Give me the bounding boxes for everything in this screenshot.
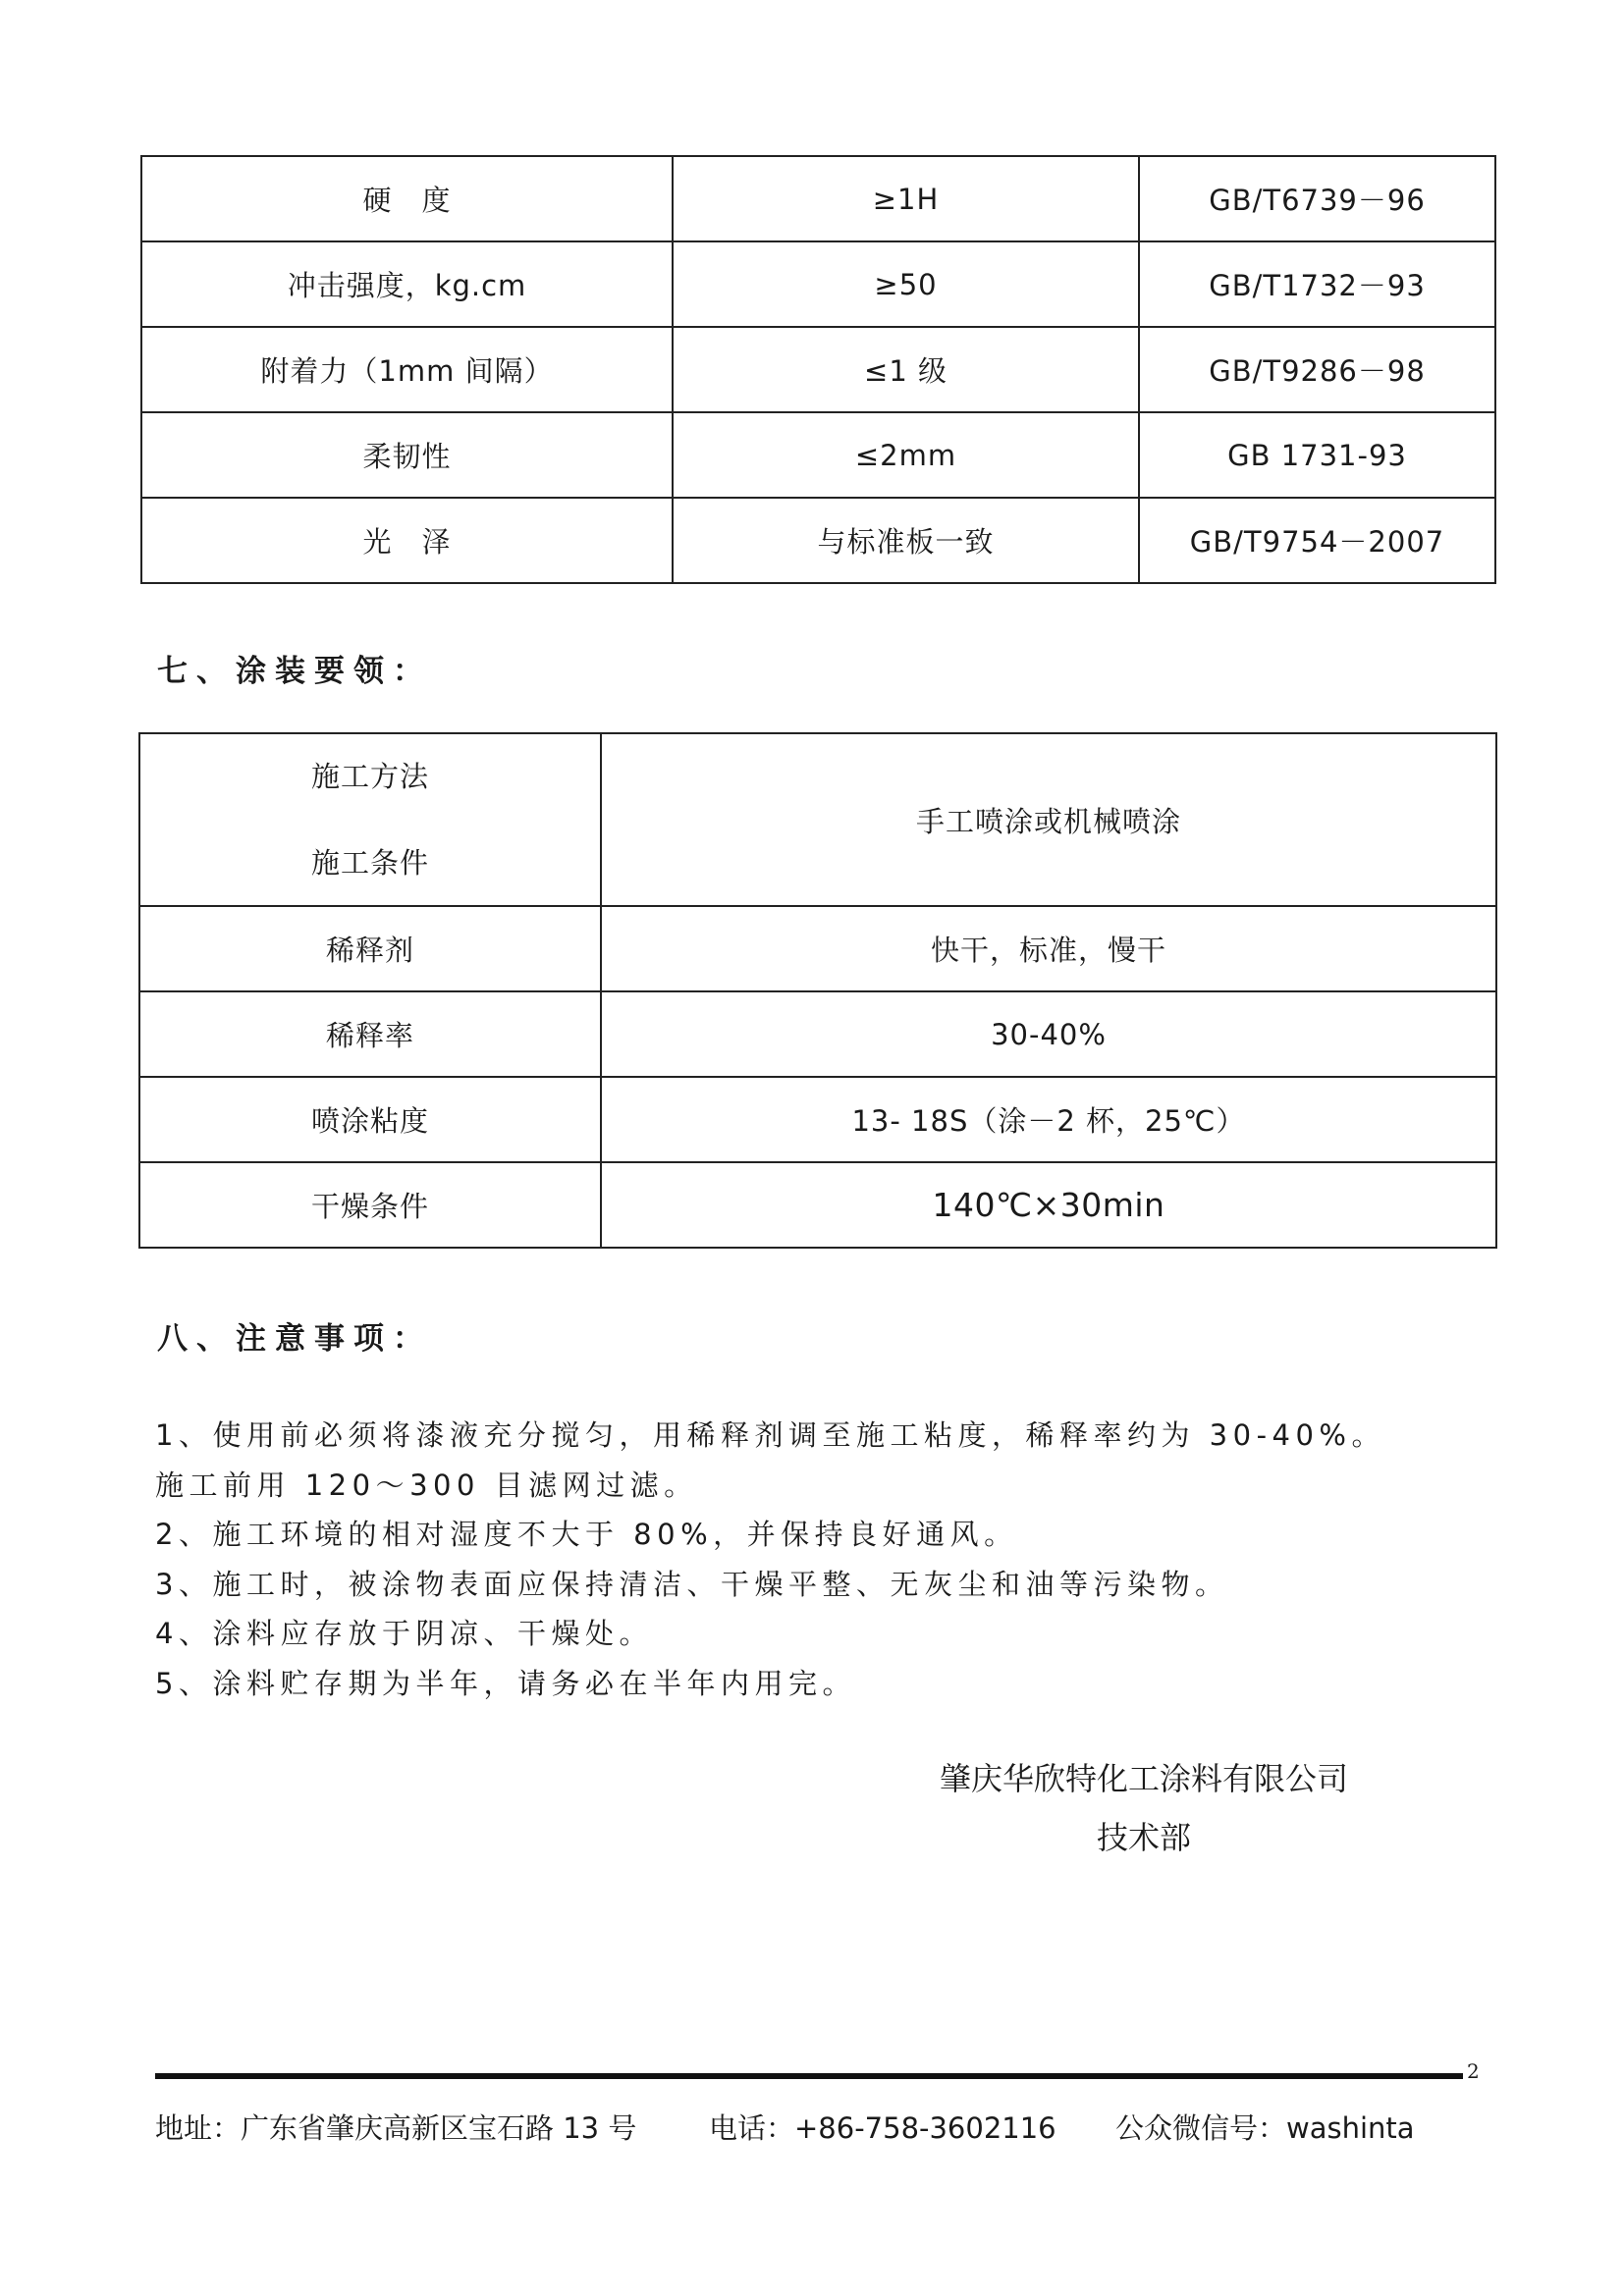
note-line: 2、施工环境的相对湿度不大于 80%，并保持良好通风。	[155, 1518, 1018, 1551]
property-value: 与标准板一致	[673, 498, 1139, 583]
note-line: 5、涂料贮存期为半年，请务必在半年内用完。	[155, 1666, 856, 1700]
table-row	[139, 1077, 1496, 1162]
application-label: 干燥条件	[139, 1162, 601, 1248]
property-standard: GB/T9286－98	[1139, 327, 1495, 412]
property-name: 硬 度	[141, 156, 673, 241]
condition-label: 施工条件	[310, 846, 429, 880]
note-line: 4、涂料应存放于阴凉、干燥处。	[155, 1617, 653, 1650]
table-row	[139, 1162, 1496, 1248]
property-name: 光 泽	[141, 498, 673, 583]
method-label: 施工方法	[310, 760, 429, 793]
page-number: 2	[1467, 2059, 1480, 2083]
table-row	[139, 991, 1496, 1077]
department-name: 技术部	[1096, 1819, 1191, 1856]
signature-block	[933, 1749, 1355, 1867]
application-value: 13- 18S（涂－2 杯，25℃）	[601, 1077, 1496, 1162]
table-row	[141, 156, 1495, 241]
note-line: 3、施工时，被涂物表面应保持清洁、干燥平整、无灰尘和油等污染物。	[155, 1567, 1229, 1601]
property-value: ≥50	[673, 241, 1139, 327]
section-8-heading: 八、注意事项：	[157, 1321, 432, 1357]
property-standard: GB/T9754－2007	[1139, 498, 1495, 583]
property-name: 冲击强度，kg.cm	[141, 241, 673, 327]
application-label: 稀释率	[139, 991, 601, 1077]
note-line: 1、使用前必须将漆液充分搅匀，用稀释剂调至施工粘度，稀释率约为 30-40%。	[155, 1418, 1385, 1452]
property-value: ≤1 级	[673, 327, 1139, 412]
footer-divider	[155, 2073, 1463, 2079]
application-label: 稀释剂	[139, 906, 601, 991]
table-row	[139, 733, 1496, 906]
notes-list	[155, 1411, 1500, 1708]
footer-phone: 电话：+86-758-3602116	[709, 2111, 1056, 2145]
note-line: 施工前用 120～300 目滤网过滤。	[155, 1468, 698, 1502]
property-standard: GB/T1732－93	[1139, 241, 1495, 327]
application-value: 快干，标准，慢干	[601, 906, 1496, 991]
table-row	[141, 498, 1495, 583]
properties-table	[140, 155, 1496, 584]
table-row	[139, 906, 1496, 991]
company-name: 肇庆华欣特化工涂料有限公司	[939, 1760, 1348, 1797]
method-condition-cell	[139, 733, 601, 906]
table-row	[141, 412, 1495, 498]
property-standard: GB/T6739－96	[1139, 156, 1495, 241]
application-value: 30-40%	[601, 991, 1496, 1077]
property-value: ≥1H	[673, 156, 1139, 241]
footer-address: 地址：广东省肇庆高新区宝石路 13 号	[155, 2111, 637, 2145]
table-row	[141, 327, 1495, 412]
application-label: 喷涂粘度	[139, 1077, 601, 1162]
application-value: 140℃×30min	[601, 1162, 1496, 1248]
section-7-heading: 七、涂装要领：	[157, 654, 432, 689]
footer-wechat: 公众微信号：washinta	[1115, 2111, 1415, 2145]
property-standard: GB 1731-93	[1139, 412, 1495, 498]
application-table	[138, 732, 1497, 1249]
table-row	[141, 241, 1495, 327]
property-name: 附着力（1mm 间隔）	[141, 327, 673, 412]
method-value: 手工喷涂或机械喷涂	[601, 733, 1496, 906]
property-name: 柔韧性	[141, 412, 673, 498]
property-value: ≤2mm	[673, 412, 1139, 498]
